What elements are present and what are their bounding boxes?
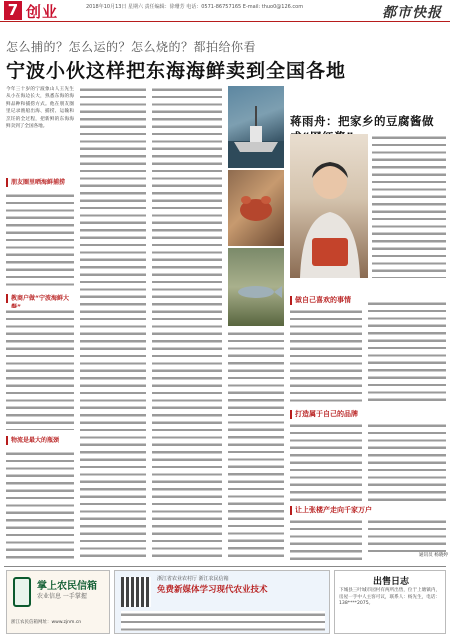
masthead-logo: 都市快报 <box>382 5 442 21</box>
ad1-subtitle: 农业信息 一手掌握 <box>37 593 87 600</box>
text-column <box>152 86 222 560</box>
portrait-illustration <box>290 134 368 278</box>
ad-sale-notice <box>334 570 446 634</box>
tofu-photo <box>290 134 368 278</box>
header-meta: 2018年10月13日 星期六 责任编辑：徐珊芳 电话：0571-86757165 E-mail: thuo0@126.com <box>86 4 304 10</box>
subhead-do-what-you-love: 做自己喜欢的事情 <box>290 296 380 305</box>
subhead-logistics: 物流是最大的瓶颈 <box>6 436 76 445</box>
phone-icon <box>13 577 31 607</box>
fish-illustration <box>228 248 284 326</box>
text-column <box>368 518 446 552</box>
ad-farmer-mailbox <box>6 570 110 634</box>
page-number: 7 <box>4 1 22 20</box>
text-column <box>372 134 446 278</box>
subhead-teach-merchants: 教商户做“宁波海鲜大 <box>6 294 78 303</box>
text-column <box>368 300 446 406</box>
text-column <box>228 330 284 560</box>
divider <box>4 566 446 567</box>
story2-headline: 蒋雨舟：把家乡的豆腐酱做 <box>290 114 434 128</box>
text-column <box>6 308 74 430</box>
ad1-title: 掌上农民信箱 <box>37 581 97 592</box>
market-photo <box>228 248 284 326</box>
subhead-thousands-homes: 让上张楼产走向千家万户 <box>290 506 400 515</box>
page-header <box>0 0 450 22</box>
fishing-photo <box>228 86 284 168</box>
ad3-title: 出售日志 <box>372 577 409 587</box>
ad2-title: 免费新媒体学习现代农业技术 <box>157 585 268 595</box>
subhead-friends-circle: 朋友圈里晒海鲜捕捞 <box>6 178 76 187</box>
text-column <box>6 192 74 288</box>
qr-code-icon <box>121 577 151 607</box>
text-column <box>80 86 146 560</box>
seafood-photo <box>228 170 284 246</box>
main-headline: 宁波小伙这样把东海海鲜卖到全国各地 <box>6 60 347 82</box>
main-intro-text: 今年三十岁的宁波象山人王先生从小在海边长大，熟悉东海的海鲜品种和捕捞方式。他在朋友圈里记录渔船出海、捕捞、运输和烹饪的全过程，把新鲜的东海海鲜卖到了全国各地。 <box>6 87 74 130</box>
boat-illustration <box>228 86 284 168</box>
main-kicker: 怎么捕的？怎么运的？怎么烧的？都拍给你看 <box>6 40 257 54</box>
ad2-body <box>121 611 325 631</box>
text-column <box>290 308 362 406</box>
text-column <box>290 518 362 560</box>
ad2-top: 浙江省农业农村厅 浙江农民信箱 <box>157 576 229 582</box>
ad1-url: 浙江农民信箱网址：www.zjnm.cn <box>11 620 82 625</box>
section-title: 创业 <box>26 3 59 21</box>
text-column <box>6 450 74 560</box>
subhead-build-brand: 打造属于自己的品牌 <box>290 410 390 419</box>
ad-new-media <box>114 570 330 634</box>
crab-illustration <box>228 170 284 246</box>
text-column <box>290 422 362 502</box>
story2-byline: 通讯员 杨晓婷 <box>418 553 448 558</box>
ad3-text: 下城县三叶城市园村有两所出售，位于上塘镇内，房屋一手中人主客可议，联系人：杨先生，电话：138****2075。 <box>339 588 441 607</box>
text-column <box>368 422 446 502</box>
